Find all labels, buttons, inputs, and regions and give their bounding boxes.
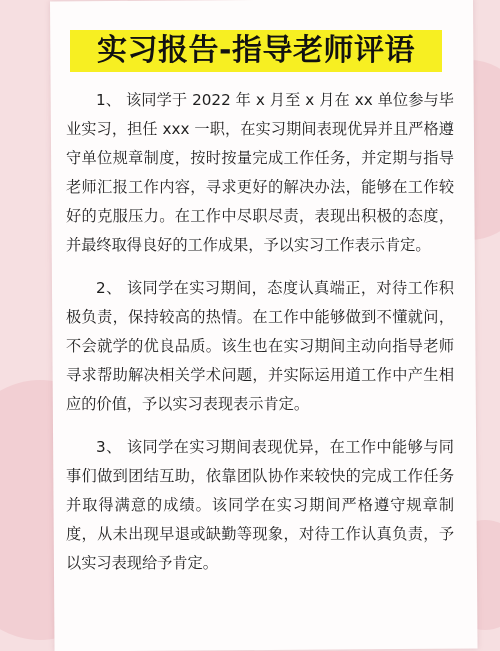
comment-paragraph-2: 2、 该同学在实习期间，态度认真端正，对待工作积极负责，保持较高的热情。在工作中能够做到不懂就问，不会就学的优良品质。该生也在实习期间主动向指导老师寻求帮助解决相关学术问题，并实际运用道工作中产生相应的价值，予以实习表现表示肯定。 — [66, 279, 454, 413]
document-body — [66, 86, 454, 592]
comment-paragraph-1: 1、 该同学于 2022 年 x 月至 x 月在 xx 单位参与毕业实习，担任 xxx 一职，在实习期间表现优异并且严格遵守单位规章制度，按时按量完成工作任务，并定期与指导老师汇报工作内容，寻求更好的解决办法，能够在工作较好的克服压力。在工作中尽职尽责，表现出积极的态度，并最终取得良好的工作成果，予以实习工作表示肯定。 — [66, 91, 454, 254]
comment-paragraph-3: 3、 该同学在实习期间表现优异，在工作中能够与同事们做到团结互助，依靠团队协作来较快的完成工作任务并取得满意的成绩。该同学在实习期间严格遵守规章制度，从未出现早退或缺勤等现象，对待工作认真负责，予以实习表现给予肯定。 — [66, 438, 454, 572]
page-title: 实习报告-指导老师评语 — [70, 30, 442, 72]
